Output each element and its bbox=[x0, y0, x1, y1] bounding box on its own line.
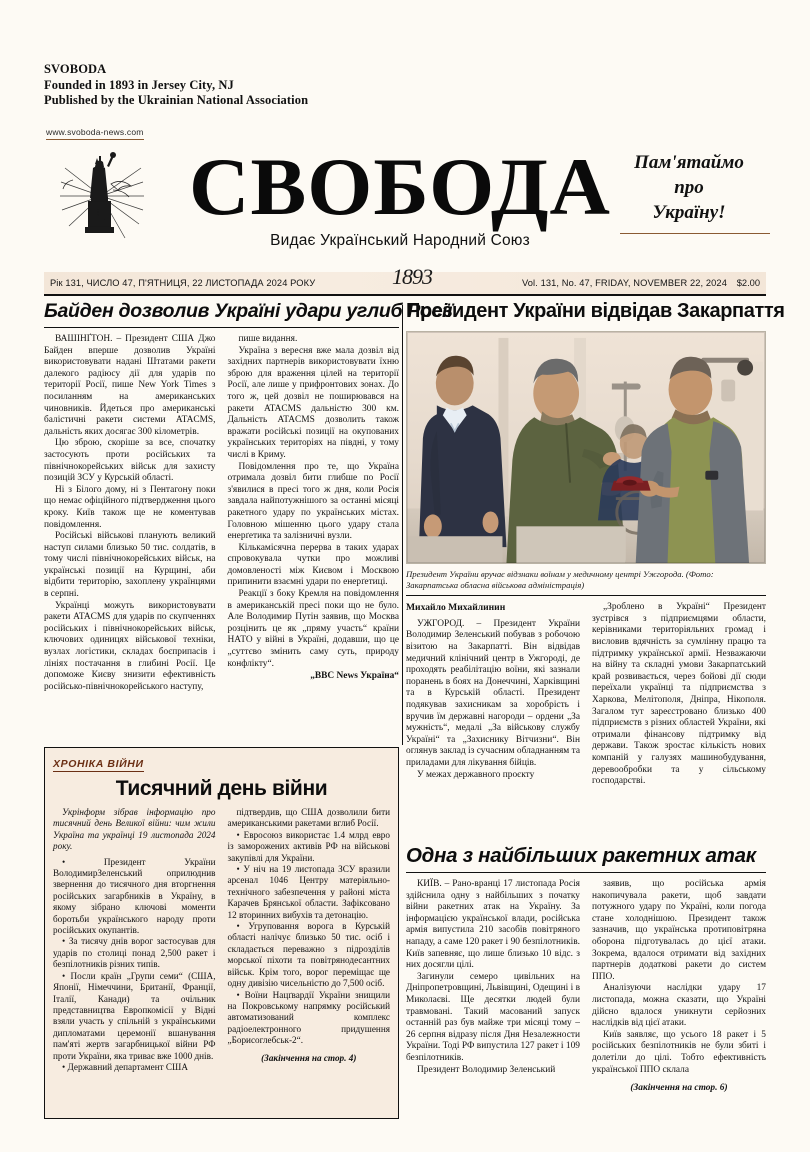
article-biden bbox=[44, 300, 453, 693]
paragraph: Повідомлення про те, що Україна отримала дозвіл бити глибше по Росії з'явилися в пресі того ж дня, коли Росія завдала найпотужнішого за останні місяці ракетного удару по українських містах. Головною мішенню цього удару стала енерґетика та залізничні вузли. bbox=[227, 461, 399, 542]
slogan-line-1: Пам'ятаймо bbox=[634, 152, 744, 173]
masthead bbox=[0, 140, 810, 270]
date-bar bbox=[44, 264, 766, 296]
paragraph: Аналізуючи наслідки удару 17 листопада, можна сказати, що Україні дійсно вдалося уникнути серйозних наслідків від цієї атаки. bbox=[592, 983, 766, 1029]
paragraph: КИЇВ. – Рано-вранці 17 листопада Росія здійснила одну з найбільших з початку війни ракетних атак на Україну. За інформацією української влади, російська армія випустила 210 засобів повітряного нападу, а саме 120 ракет і 90 безпілотників. Київ запевняє, що лише близько 10 відс. з них досягли цілі. bbox=[406, 879, 580, 971]
chronicle-bullet: • Посли країн „Групи семи“ (США, Японії, Німеччини, Британії, Франції, Італії, Канади) та очільник представництва Европкомісії у Відні взяли участь у спільній з українськими дипломатами церемонії вшанування пам'яті жертв загарбницької війни РФ проти України, яка триває вже 1000 днів. bbox=[53, 970, 216, 1061]
paragraph: Кількамісячна перерва в таких ударах спровокувала чутки про можливі домовленості між Києвом і Москвою припинити взаємні удари по енерґетиці. bbox=[227, 542, 399, 588]
chronicle-title[interactable]: Тисячний день війни bbox=[115, 777, 328, 800]
chronicle-bullet: • Президент України ВолодимирЗеленський оприлюднив звернення до тисячного дня вторгнення російських загарбників в Україну, в якому зібрано ключові моменти боротьби українського народу проти російських окупантів. bbox=[53, 856, 216, 936]
paragraph: пише видання. bbox=[238, 334, 298, 344]
paragraph: Україна з вересня вже мала дозвіл від західних партнерів використовувати їхню зброю для враження цілей на території Росії, але лише у прифронтових зонах. До того ж, цей дозвіл не поширювався на ракети ATACMS дальністю 300 км. Дальність ATACMS дозволить також вражати російські позиції на окупованих українських територіях на півдні, у тому числі в Криму. bbox=[227, 345, 399, 460]
website-link[interactable]: www.svoboda-news.com bbox=[46, 127, 144, 140]
article-biden-headline[interactable]: Байден дозволив Україні удари углиб Росії bbox=[44, 300, 453, 322]
attack-headline-rule bbox=[406, 872, 766, 873]
president-photo bbox=[406, 331, 766, 564]
article-attack-continued[interactable]: (Закінчення на стор. 6) bbox=[630, 1083, 728, 1094]
article-president bbox=[406, 300, 785, 788]
paragraph: Цю зброю, скоріше за все, спочатку застосують проти російських та північнокорейських військ для захисту позицій ЗСУ у Курській області. bbox=[44, 438, 216, 484]
paragraph: заявив, що російська армія накопичувала ракети, щоб завдати потужного удару по Україні, коли погода стане холоднішою. Президент також зазначив, що українська протиповітряна оборона підготувалась до цієї атаки. Зокрема, вдалося отримати від західних партнерів додаткові ракети до систем ППО. bbox=[592, 879, 766, 982]
article-president-byline: Михайло Михайлинин bbox=[406, 602, 506, 614]
chronicle-kicker: ХРОНІКА ВІЙНИ bbox=[53, 758, 144, 770]
chronicle-bullet: підтвердив, що США дозволили бити американськими ракетами вглиб Росії. bbox=[227, 807, 390, 829]
chronicle-bullet: • Евросоюз використає 1.4 млрд евро із заморожених активів РФ на військові закупівлі для України. bbox=[227, 829, 390, 863]
publisher-founded: Founded in 1893 in Jersey City, NJ bbox=[44, 77, 234, 92]
headline-rule bbox=[44, 327, 399, 328]
chronicle-bullet: • У ніч на 19 листопада ЗСУ вразили арсенал 1046 Центру матеріяльно-технічного забезпечення у районі міста Карачев Брянської области. Зафіксовано 12 вторинних вибухів та детонацію. bbox=[227, 864, 390, 920]
paper-subtitle: Видає Український Народний Союз bbox=[270, 232, 530, 249]
founding-year-mark: 1893 bbox=[392, 264, 432, 289]
column-divider bbox=[402, 305, 403, 745]
publisher-association: Published by the Ukrainian National Association bbox=[44, 93, 309, 107]
paragraph: Ні з Білого дому, ні з Пентагону поки що немає офіційного підтвердження цього кроку. Київ також ще не коментував повідомлення. bbox=[44, 484, 216, 530]
date-ukrainian: Рік 131, ЧИСЛО 47, П'ЯТНИЦЯ, 22 ЛИСТОПАДА 2024 РОКУ bbox=[50, 278, 316, 288]
chronicle-bullet: • Воїни Нацґвардії України знищили на Покровському напрямку російський автоматизований комплекс радіоелектронного придушення „Борисоглебськ-2“. bbox=[227, 989, 390, 1046]
article-attack-body bbox=[406, 879, 766, 1095]
paragraph: Російські військові планують великий наступ силами близько 50 тис. солдатів, в тому числі північнокорейських військ, на українські позиції на Курщині, аби відбити територію, захоплену українцями в серпні. bbox=[44, 531, 216, 600]
article-president-body bbox=[406, 602, 766, 788]
paper-title: СВОБОДА bbox=[189, 141, 611, 232]
nameplate bbox=[150, 138, 650, 250]
statue-of-liberty-emblem-icon bbox=[55, 150, 147, 250]
photo-caption-line-2: (Фото: Закарпатська обласна військова адміністрація) bbox=[406, 569, 714, 590]
publisher-info bbox=[44, 62, 308, 109]
chronicle-continued[interactable]: (Закінчення на стор. 4) bbox=[261, 1052, 357, 1063]
chronicle-body bbox=[53, 807, 390, 1073]
photo-caption-line-1: Президент України вручає відзнаки воїнам у медичному центрі Ужгорода. bbox=[406, 569, 684, 579]
caption-rule bbox=[406, 595, 766, 596]
chronicle-bullet: • Угруповання ворога в Курській області налічує близько 50 тис. осіб і складається переважно з підрозділів морської піхоти та повітрянодесантних військ. Крім того, ворог переміщає ще одну дивізію чисельністю до 7,500 осіб. bbox=[227, 921, 390, 989]
article-biden-source: „BBC News Україна“ bbox=[310, 671, 399, 682]
article-attack-headline[interactable]: Одна з найбільших ракетних атак bbox=[406, 844, 756, 867]
paragraph: УЖГОРОД. – Президент України Володимир Зеленський побував з робочою візитою на Закарпатті. Він відвідав медичний клінічний центр в Ужгороді, де проходять реабілітацію воїни, які зазнали поранень в боях на Донеччині, Харківщині та в Курській області. Президент подякував захисникам за хоробрість і вручив їм державні нагороди – ордени „За мужність“, медалі „За військову службу Україні“ та „Захиснику Вітчизни“. Він оглянув заклад із сучасним обладнанням та приладами для лікування бійців. bbox=[406, 618, 580, 768]
paragraph: У межах державного проєкту bbox=[417, 769, 535, 780]
slogan-divider bbox=[620, 233, 770, 234]
slogan bbox=[604, 150, 774, 225]
war-chronicle-box bbox=[44, 747, 399, 1119]
date-english: Vol. 131, No. 47, FRIDAY, NOVEMBER 22, 2024 bbox=[522, 278, 727, 288]
article-attack bbox=[406, 845, 766, 1095]
paragraph: Реакції з боку Кремля на повідомлення в американській пресі поки що не було. Але Володимир Путін заявив, що Москва розцінить це як „пряму участь“ країни НАТО у війні в Україні, додавши, що це „суттєво змінить саму суть, природу конфлікту“. bbox=[227, 589, 399, 669]
paragraph: Загинули семеро цивільних на Дніпропетровщині, Львівщині, Одещині і в Миколаєві. Ще десятки людей були травмовані. Такий масований запуск останній раз був майже три місяці тому – 26 серпня відразу після Дня Незалежности України. Тоді РФ випустила 127 ракет і 109 безпілотників. bbox=[406, 971, 580, 1063]
paragraph: Президент Володимир Зеленський bbox=[417, 1064, 556, 1075]
paragraph: ВАШІНҐТОН. – Президент США Джо Байден вперше дозволив Україні використовувати надані Штатами ракети далекого радіюсу дії для ударів по території Росії, пише New York Times з посиланням на американських чиновників. Йдеться про американські балістичні ракети системи ATACMS, дальність яких досягає 300 кілометрів. bbox=[44, 334, 216, 437]
article-biden-body bbox=[44, 334, 399, 693]
paragraph: Київ заявляє, що усього 18 ракет і 5 російських безпілотників не були збиті і долетіли до цілі. Тобто ефективність української ППО склала bbox=[592, 1029, 766, 1075]
chronicle-bullet: • Державний департамент США bbox=[62, 1061, 188, 1072]
paragraph: Українці можуть використовувати ракети ATACMS для ударів по скупченнях російських і північнокорейських військ, ключових одиницях військової техніки, вузлах логістики, складах боєприпасів і лініях постачання в глибині Росії. Це допоможе Києву знизити ефективність російсько-північнокорейського наступу, bbox=[44, 600, 216, 692]
publisher-name: SVOBODA bbox=[44, 62, 107, 76]
chronicle-lead: Укрінформ зібрав інформацію про тисячний день Великої війни: чим жили Україна та українці 19 листопада 2024 року. bbox=[53, 807, 216, 852]
photo-caption bbox=[406, 569, 766, 590]
slogan-line-2: про bbox=[674, 177, 704, 198]
slogan-line-3: Україну! bbox=[652, 202, 726, 223]
paragraph: „Зроблено в Україні“ Президент зустрівся з підприємцями области, керівниками територіяльних громад і висловив вдячність за сумлінну працю та підтримку української армії. Незважаючи на війну та складні умови Закарпатський край розвивається, через бойові дії сюди переїхали українці та підприємства з Харкова, Мелітополя, Дніпра, Нікополя. Загалом тут зареєстровано близько 400 підприємств з різних областей України, які отримали фінансову підтримку від держави. Також зростає кількість нових компаній у галузях машинобудування, деревообробки та у сільському господарстві. bbox=[592, 602, 766, 787]
chronicle-bullet: • За тисячу днів ворог застосував для ударів по столиці понад 2,500 ракет і безпілотників різних типів. bbox=[53, 936, 216, 970]
cover-price: $2.00 bbox=[736, 278, 760, 288]
article-president-headline[interactable]: Президент України відвідав Закарпаття bbox=[406, 300, 785, 322]
